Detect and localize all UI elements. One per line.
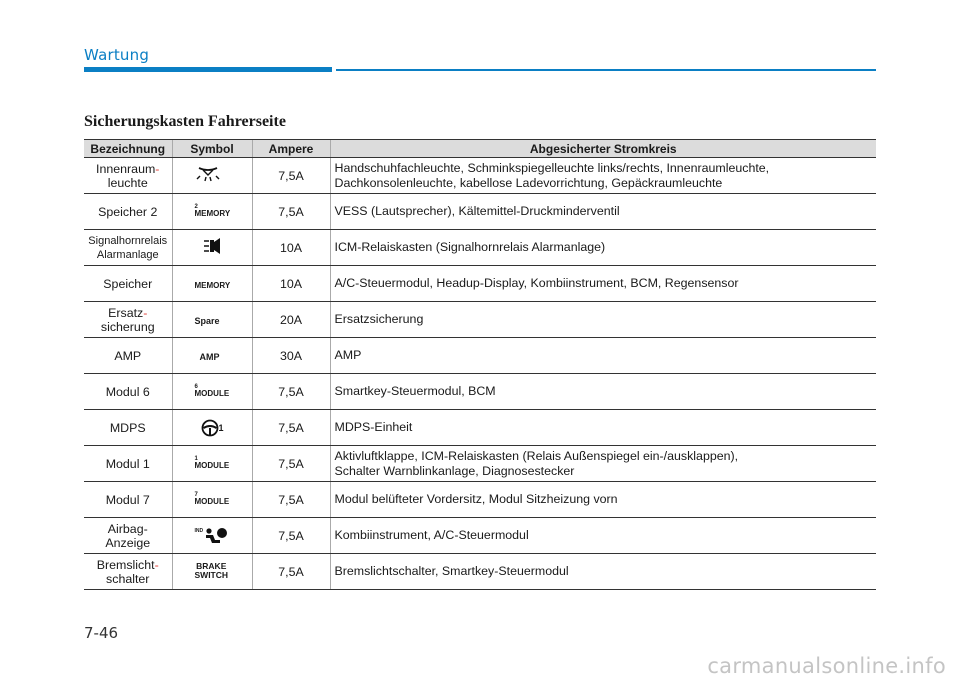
fuse-name: Signalhornrelais Alarmanlage	[84, 230, 172, 266]
brake-switch-symbol: BRAKE SWITCH	[194, 561, 229, 580]
fuse-ampere: 10A	[252, 266, 330, 302]
table-row	[84, 482, 876, 518]
spare-symbol: Spare	[194, 315, 220, 326]
fuse-circuit: VESS (Lautsprecher), Kältemittel-Druckminderventil	[330, 194, 876, 230]
fuse-name: Ersatz- sicherung	[84, 302, 172, 338]
fuse-ampere: 7,5A	[252, 554, 330, 590]
module-symbol: 1 MODULE	[194, 456, 230, 470]
fuse-circuit: Ersatzsicherung	[330, 302, 876, 338]
fuse-circuit: AMP	[330, 338, 876, 374]
fuse-ampere: 20A	[252, 302, 330, 338]
airbag-indicator-icon	[203, 527, 229, 545]
table-row	[84, 158, 876, 194]
fuse-name: Speicher	[84, 266, 172, 302]
fuse-ampere: 7,5A	[252, 446, 330, 482]
fuse-circuit: Smartkey-Steuermodul, BCM	[330, 374, 876, 410]
fuse-symbol	[172, 302, 252, 338]
fuse-symbol	[172, 338, 252, 374]
table-row	[84, 194, 876, 230]
fuse-ampere: 7,5A	[252, 482, 330, 518]
table-row	[84, 302, 876, 338]
airbag-ind-label: IND	[194, 527, 204, 534]
fuse-ampere: 10A	[252, 230, 330, 266]
page-heading: Sicherungskasten Fahrerseite	[84, 113, 286, 130]
fuse-symbol	[172, 230, 252, 266]
column-header: Abgesicherter Stromkreis	[330, 140, 876, 158]
fuse-ampere: 7,5A	[252, 374, 330, 410]
fuse-ampere: 7,5A	[252, 158, 330, 194]
fuse-ampere: 7,5A	[252, 410, 330, 446]
fuse-symbol	[172, 518, 252, 554]
memory-symbol: 2 MEMORY	[194, 204, 231, 218]
page-number: 7-46	[84, 624, 119, 642]
fuse-name: Innenraum- leuchte	[84, 158, 172, 194]
fuse-name: AMP	[84, 338, 172, 374]
module-symbol: 6 MODULE	[194, 384, 230, 398]
dome-lamp-icon	[195, 166, 221, 182]
watermark: carmanualsonline.info	[707, 654, 946, 678]
section-title: Wartung	[84, 46, 150, 64]
fuse-circuit: Aktivluftklappe, ICM-Relaiskasten (Relais Außenspiegel ein-/ausklappen), Schalter Warnblinkanlage, Diagnosestecker	[330, 446, 876, 482]
fuse-symbol	[172, 194, 252, 230]
column-header: Symbol	[172, 140, 252, 158]
fuse-ampere: 30A	[252, 338, 330, 374]
fuse-circuit: Kombiinstrument, A/C-Steuermodul	[330, 518, 876, 554]
header-rule-thin	[336, 69, 876, 71]
table-header-row	[84, 140, 876, 158]
fuse-name: Modul 6	[84, 374, 172, 410]
fuse-circuit: A/C-Steuermodul, Headup-Display, Kombiinstrument, BCM, Regensensor	[330, 266, 876, 302]
table-row	[84, 554, 876, 590]
fuse-symbol	[172, 410, 252, 446]
steering-wheel-icon	[201, 419, 219, 437]
fuse-circuit: ICM-Relaiskasten (Signalhornrelais Alarmanlage)	[330, 230, 876, 266]
table-row	[84, 446, 876, 482]
amp-symbol: AMP	[199, 351, 220, 362]
table-row	[84, 518, 876, 554]
fuse-name: Bremslicht- schalter	[84, 554, 172, 590]
fuse-symbol	[172, 374, 252, 410]
fuse-symbol	[172, 446, 252, 482]
header-rule-thick	[84, 67, 332, 72]
memory-symbol: MEMORY	[194, 280, 231, 290]
fuse-name: Modul 7	[84, 482, 172, 518]
column-header: Bezeichnung	[84, 140, 172, 158]
table-row	[84, 374, 876, 410]
fuse-symbol	[172, 482, 252, 518]
table-row	[84, 266, 876, 302]
mdps-suffix: 1	[218, 422, 224, 433]
column-header: Ampere	[252, 140, 330, 158]
fuse-symbol	[172, 554, 252, 590]
fuse-ampere: 7,5A	[252, 518, 330, 554]
fuse-circuit: Modul belüfteter Vordersitz, Modul Sitzheizung vorn	[330, 482, 876, 518]
fuse-table	[84, 139, 876, 590]
fuse-symbol	[172, 158, 252, 194]
fuse-name: MDPS	[84, 410, 172, 446]
fuse-circuit: Bremslichtschalter, Smartkey-Steuermodul	[330, 554, 876, 590]
fuse-name: Modul 1	[84, 446, 172, 482]
table-row	[84, 230, 876, 266]
fuse-circuit: Handschuhfachleuchte, Schminkspiegelleuchte links/rechts, Innenraumleuchte, Dachkonsolenleuchte, kabellose Ladevorrichtung, Gepäckraumleuchte	[330, 158, 876, 194]
fuse-name: Speicher 2	[84, 194, 172, 230]
table-row	[84, 410, 876, 446]
fuse-name: Airbag- Anzeige	[84, 518, 172, 554]
table-row	[84, 338, 876, 374]
fuse-ampere: 7,5A	[252, 194, 330, 230]
fuse-symbol	[172, 266, 252, 302]
fuse-circuit: MDPS-Einheit	[330, 410, 876, 446]
alarm-relay-icon	[203, 237, 229, 255]
module-symbol: 7 MODULE	[194, 492, 230, 506]
